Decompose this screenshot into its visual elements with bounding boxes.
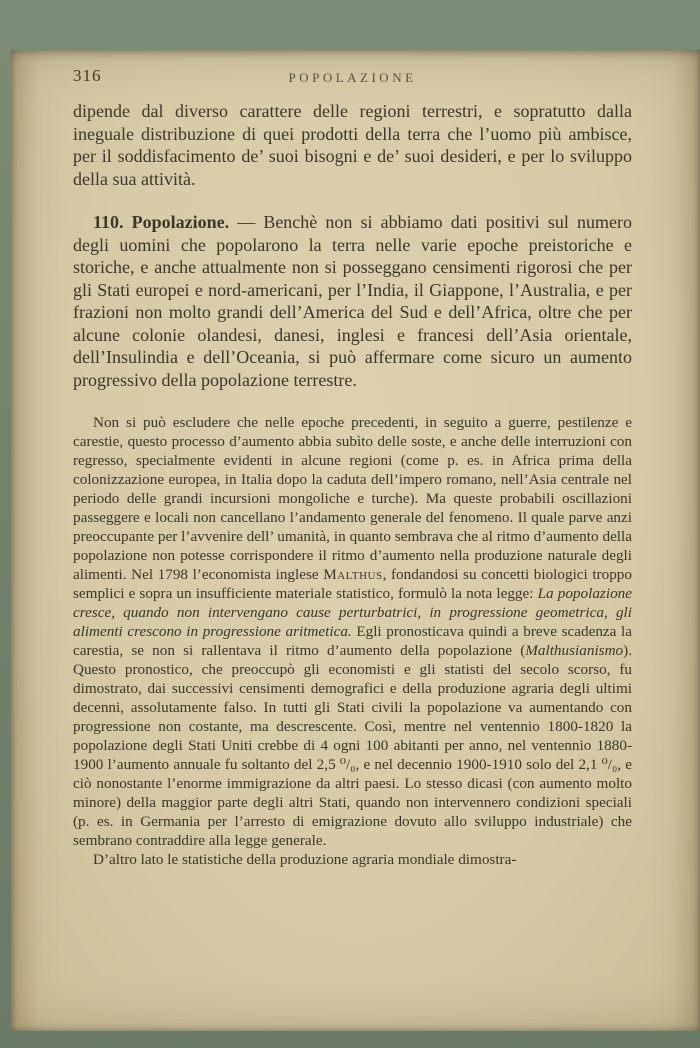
malthusianismo-italic: Malthusianismo	[525, 642, 624, 659]
fine-print-text-3: Egli pronosticava quindi a breve scadenza la carestia, se non si rallentava il ritmo d’aumento della popolazione (	[73, 623, 632, 659]
section-body-text: — Benchè non si abbiamo dati positivi sul numero degli uomini che popolarono la terra nelle varie epoche preistoriche e storiche, e anche attualmente non si posseggano censimenti rigorosi che per gli Stati europei e nord-americani, per l’India, il Giappone, l’Australia, e per frazioni non molto grandi dell’America del Sud e dell’Africa, oltre che per alcune colonie olandesi, danesi, inglesi e francesi dell’Asia orientale, dell’Insulindia e dell’Oceania, si può affermare come sicuro un aumento progressivo della popolazione terrestre.	[73, 212, 632, 390]
page-number: 316	[73, 66, 102, 85]
fine-print-text-4: ). Questo pronostico, che preoccupò gli economisti e gli statisti del secolo scorso, fu dimostrato, dai successivi censimenti demografici e della produzione agraria degli ultimi decenni, assolutamente falso. In tutti gli Stati civili la popolazione va aumentando con progressione non costante, ma descrescente. Così, mentre nel ventennio 1800-1820 la popolazione degli Stati Uniti crebbe di 4 ogni 100 abitanti per anno, nel ventennio 1880-1900 l’aumento annuale fu soltanto del 2,5 ⁰/₀, e nel decennio 1900-1910 solo del 2,1 ⁰/₀, e ciò nonostante l’enorme immigrazione da altri paesi. Lo stesso dicasi (con aumento molto minore) della maggior parte degli altri Stati, quando non intervennero condizioni speciali (p. es. in Germania per l’arresto di emigrazione dovuto allo sviluppo industriale) che sembrano contraddire alla legge generale.	[73, 642, 632, 849]
book-page	[11, 50, 700, 1031]
paragraph-fine-print	[73, 413, 632, 850]
section-heading: 110. Popolazione.	[93, 212, 230, 232]
paragraph-section	[73, 211, 632, 391]
paragraph-intro: dipende dal diverso carattere delle regioni terrestri, e sopratutto dalla ineguale distribuzione di quei prodotti della terra che l’uomo più ambisce, per il soddisfacimento de’ suoi bisogni e de’ suoi desideri, e per lo sviluppo della sua attività.	[73, 101, 632, 189]
paragraph-fine-print-last: D’altro lato le statistiche della produzione agraria mondiale dimostra-	[93, 851, 517, 868]
page-header	[73, 64, 632, 100]
running-header: POPOLAZIONE	[288, 70, 417, 85]
malthus-law-italic: La popolazione cresce, quando non intervengano cause perturbatrici, in progressione geometrica, gli alimenti crescono in progressione aritmetica.	[73, 585, 632, 640]
fine-print-text-1: Non si può escludere che nelle epoche precedenti, in seguito a guerre, pestilenze e carestie, questo processo d’aumento abbia subìto delle soste, e anche delle interruzioni con regresso, specialmente evidenti in alcune regioni (come p. es. in Africa prima della colonizzazione europea, in Italia dopo la caduta dell’impero romano, nell’Asia centrale nel periodo delle grandi incursioni mongoliche e turche). Ma queste probabili oscillazioni passeggere e locali non cancellano l’andamento generale del fenomeno. Il quale parve anzi preoccupante per l’avvenire dell’ umanità, in quanto sembrava che al ritmo d’aumento della popolazione non potesse corrispondere il ritmo d’aumento nella produzione naturale degli alimenti. Nel 1798 l’economista inglese	[73, 414, 632, 583]
malthus-name: Malthus	[323, 566, 383, 583]
fine-print-text-2: , fondandosi su concetti biologici troppo semplici e sopra un insufficiente materiale statistico, formulò la nota legge:	[73, 566, 632, 602]
